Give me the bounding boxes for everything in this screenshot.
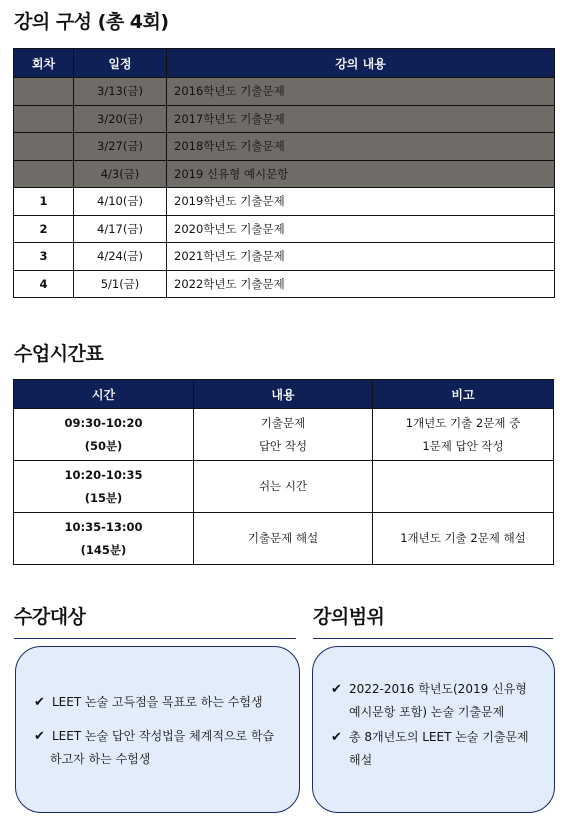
note-cell xyxy=(373,513,554,565)
schedule-section-title: 수업시간표 xyxy=(14,343,104,365)
col-header-activity: 내용 xyxy=(194,380,373,409)
course-table-header xyxy=(14,49,555,78)
note-line: 1개년도 기출 2문제 중 xyxy=(405,415,521,430)
schedule-table-header xyxy=(14,380,554,409)
target-box xyxy=(15,646,300,813)
time-cell xyxy=(14,461,194,513)
session-content: 2020학년도 기출문제 xyxy=(167,215,555,243)
col-header-note: 비고 xyxy=(373,380,554,409)
note-line: 1개년도 기출 2문제 해설 xyxy=(400,531,526,545)
table-row xyxy=(14,188,555,216)
list-item-text: 2022-2016 학년도(2019 신유형 예시문항 포함) 논술 기출문제 xyxy=(349,682,527,719)
list-item xyxy=(331,678,527,724)
target-section-title: 수강대상 xyxy=(14,606,86,628)
activity-cell xyxy=(194,409,373,461)
session-content: 2017학년도 기출문제 xyxy=(167,105,555,133)
table-row xyxy=(14,270,555,298)
scope-divider xyxy=(313,638,553,639)
course-section-title: 강의 구성 (총 4회) xyxy=(14,11,169,33)
table-row xyxy=(14,461,554,513)
activity-cell xyxy=(194,513,373,565)
note-cell xyxy=(373,461,554,513)
table-row xyxy=(14,78,555,106)
session-date: 3/20(금) xyxy=(74,105,167,133)
table-row xyxy=(14,105,555,133)
course-table xyxy=(13,48,555,298)
time-duration: (145분) xyxy=(80,542,127,557)
session-date: 3/27(금) xyxy=(74,133,167,161)
session-number: 4 xyxy=(14,270,74,298)
session-content: 2016학년도 기출문제 xyxy=(167,78,555,106)
session-content: 2019 신유형 예시문항 xyxy=(167,160,555,188)
table-row xyxy=(14,243,555,271)
col-header-date: 일정 xyxy=(74,49,167,78)
session-content: 2021학년도 기출문제 xyxy=(167,243,555,271)
session-content: 2022학년도 기출문제 xyxy=(167,270,555,298)
session-date: 5/1(금) xyxy=(74,270,167,298)
list-item xyxy=(34,725,274,771)
time-cell xyxy=(14,409,194,461)
scope-box xyxy=(312,646,555,813)
schedule-table xyxy=(13,379,554,565)
session-number: 1 xyxy=(14,188,74,216)
check-icon: ✔ xyxy=(331,682,342,697)
session-date: 4/17(금) xyxy=(74,215,167,243)
session-number xyxy=(14,78,74,106)
session-number xyxy=(14,160,74,188)
target-divider xyxy=(14,638,296,639)
session-number: 3 xyxy=(14,243,74,271)
table-row xyxy=(14,160,555,188)
activity-line: 기출문제 해설 xyxy=(247,531,319,545)
note-line: 1문제 답안 작성 xyxy=(422,438,504,453)
table-row xyxy=(14,409,554,461)
list-item-text: LEET 논술 답안 작성법을 체계적으로 학습 하고자 하는 수험생 xyxy=(50,729,275,766)
activity-line: 쉬는 시간 xyxy=(258,479,308,493)
activity-cell xyxy=(194,461,373,513)
table-row xyxy=(14,133,555,161)
activity-line: 기출문제 xyxy=(260,415,306,430)
session-date: 3/13(금) xyxy=(74,78,167,106)
session-number xyxy=(14,133,74,161)
session-content: 2018학년도 기출문제 xyxy=(167,133,555,161)
check-icon: ✔ xyxy=(331,730,342,745)
time-range: 10:35-13:00 xyxy=(64,519,143,534)
col-header-time: 시간 xyxy=(14,380,194,409)
check-icon: ✔ xyxy=(34,695,45,710)
session-number: 2 xyxy=(14,215,74,243)
session-date: 4/24(금) xyxy=(74,243,167,271)
activity-line: 답안 작성 xyxy=(258,438,308,453)
time-cell xyxy=(14,513,194,565)
col-header-content: 강의 내용 xyxy=(167,49,555,78)
time-duration: (15분) xyxy=(84,490,123,505)
session-number xyxy=(14,105,74,133)
session-date: 4/10(금) xyxy=(74,188,167,216)
note-cell xyxy=(373,409,554,461)
session-content: 2019학년도 기출문제 xyxy=(167,188,555,216)
list-item-text: LEET 논술 고득점을 목표로 하는 수험생 xyxy=(52,695,263,709)
time-range: 10:20-10:35 xyxy=(64,467,143,482)
list-item xyxy=(331,726,529,772)
scope-section-title: 강의범위 xyxy=(313,606,385,628)
table-row xyxy=(14,513,554,565)
list-item xyxy=(34,691,263,714)
check-icon: ✔ xyxy=(34,729,45,744)
list-item-text: 총 8개년도의 LEET 논술 기출문제 해설 xyxy=(349,730,529,767)
session-date: 4/3(금) xyxy=(74,160,167,188)
col-header-session: 회차 xyxy=(14,49,74,78)
time-range: 09:30-10:20 xyxy=(64,415,143,430)
time-duration: (50분) xyxy=(84,438,123,453)
table-row xyxy=(14,215,555,243)
